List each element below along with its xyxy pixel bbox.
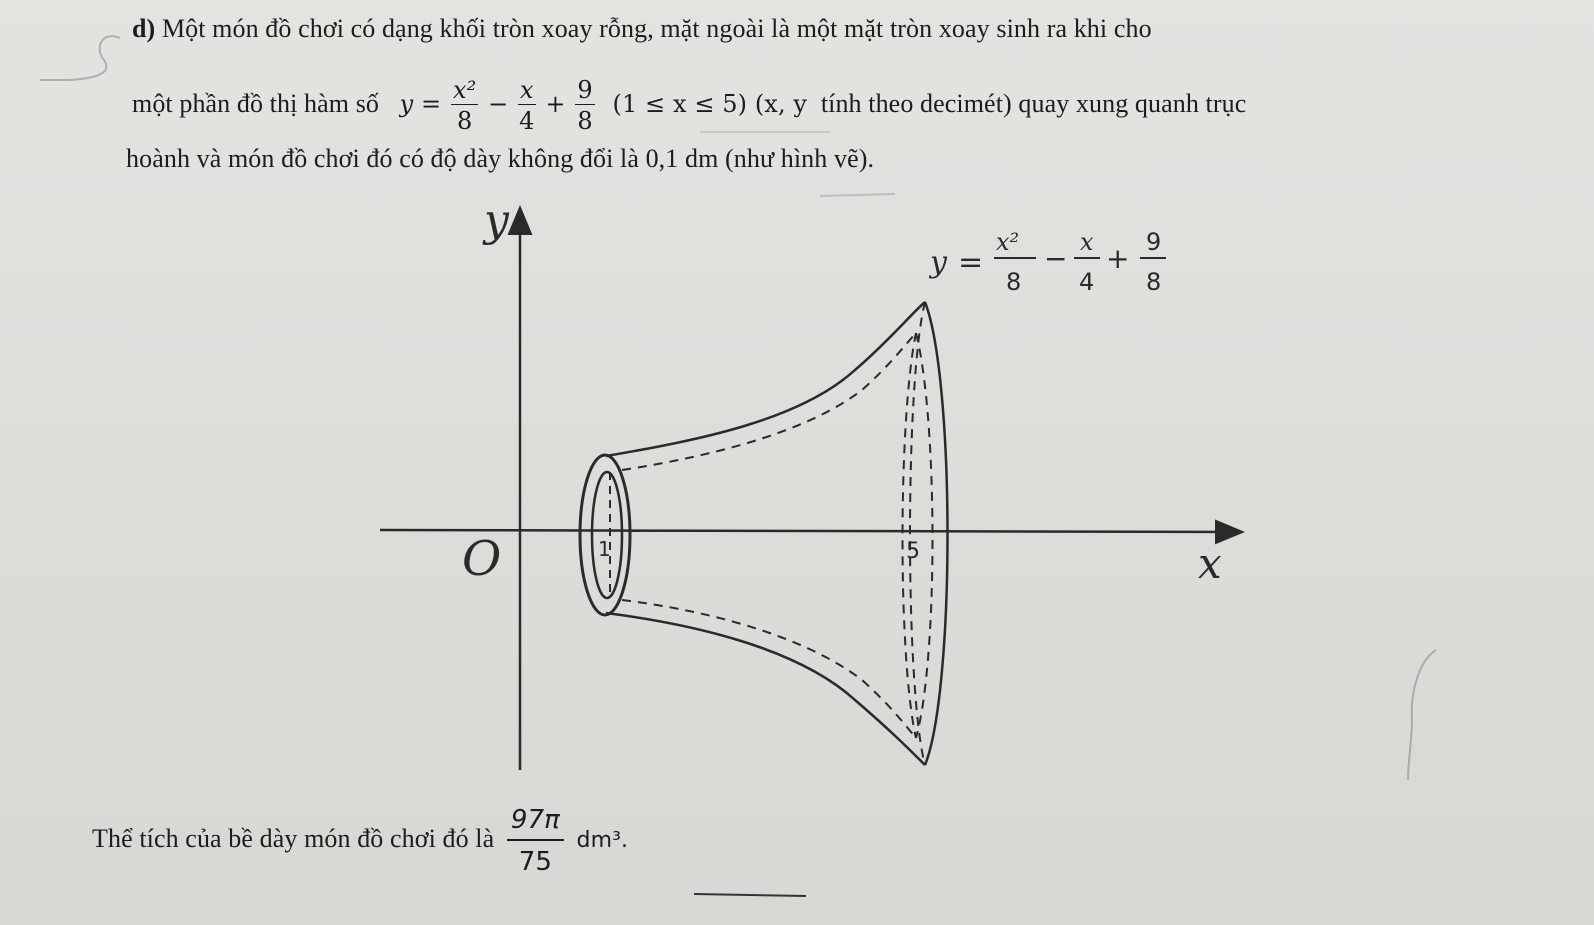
answer-denominator: 75 <box>518 847 553 877</box>
pencil-scribble-left <box>40 36 120 80</box>
func-plus: + <box>545 90 566 118</box>
func-domain: (1 ≤ x ≤ 5) (x, y <box>612 90 808 118</box>
y-axis-label: y <box>484 195 509 246</box>
right-inner-rim-front <box>916 333 933 738</box>
curve-minus: − <box>1044 242 1068 275</box>
answer-unit: dm³. <box>576 827 629 853</box>
inner-surface-bottom <box>622 600 916 738</box>
right-outer-rim-front <box>925 302 948 765</box>
answer-prefix: Thể tích của bề dày món đồ chơi đó là <box>92 823 495 853</box>
curve-frac1-num: x² <box>996 228 1020 256</box>
origin-label: O <box>462 531 502 587</box>
curve-frac3-den: 8 <box>1146 268 1162 296</box>
curve-frac1-den: 8 <box>1006 268 1022 296</box>
curve-frac2-den: 4 <box>1079 268 1095 296</box>
answer-numerator: 97π <box>507 805 564 841</box>
tick-label-1: 1 <box>598 537 611 561</box>
tick-label-5: 5 <box>906 539 920 564</box>
func-minus: − <box>488 90 509 118</box>
problem-line-2-prefix: một phần đồ thị hàm số <box>132 89 380 118</box>
func-frac1-den: 8 <box>456 107 473 135</box>
func-frac2-num: x <box>520 76 534 104</box>
answer-underline <box>694 894 806 896</box>
curve-frac2-num: x <box>1080 228 1094 256</box>
left-inner-ring <box>592 472 622 598</box>
curve-label-eq: = <box>958 245 984 280</box>
answer-fraction <box>507 805 564 877</box>
func-eq: = <box>421 90 442 118</box>
curve-frac3-num: 9 <box>1146 228 1162 256</box>
func-frac2-den: 4 <box>519 107 535 135</box>
problem-line-2-suffix: tính theo decimét) quay xung quanh trục <box>820 89 1247 118</box>
func-frac3-num: 9 <box>577 76 593 104</box>
x-axis-label: x <box>1198 539 1222 588</box>
pencil-mark-right <box>1408 650 1436 780</box>
func-frac3-den: 8 <box>577 107 593 135</box>
problem-label: d) <box>132 14 156 43</box>
answer-line <box>92 805 628 877</box>
outer-surface-top <box>606 302 925 456</box>
func-frac1-num: x² <box>453 76 477 104</box>
curve-plus: + <box>1106 242 1130 275</box>
problem-line-3-text: hoành và món đồ chơi đó có độ dày không đổi là 0,1 dm (như hình vẽ). <box>126 144 875 173</box>
curve-label-y: y <box>930 245 947 280</box>
func-y: y <box>399 90 414 118</box>
pencil-underline-line3 <box>820 194 895 196</box>
problem-line-1-text: Một món đồ chơi có dạng khối tròn xoay rỗng, mặt ngoài là một mặt tròn xoay sinh ra khi cho <box>161 14 1152 43</box>
outer-surface-bottom <box>606 613 925 765</box>
